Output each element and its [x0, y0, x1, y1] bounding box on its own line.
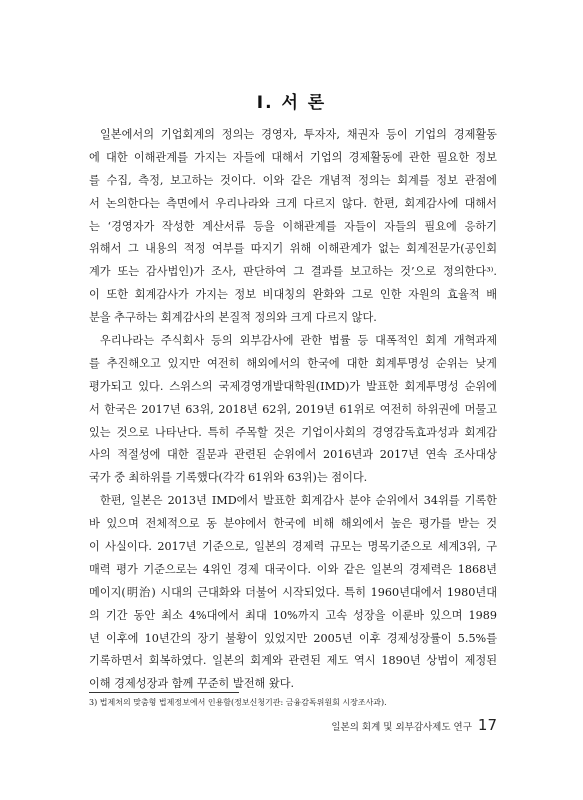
text-line: 있는 것으로 나타난다. 특히 주목할 것은 기업이사회의 경영감독효과성과 회계감: [89, 425, 497, 439]
footnote: 3) 법제처의 맞춤형 법제정보에서 인용함(정보신청기관: 금융감독위원회 시장조사과).: [89, 698, 387, 707]
text-line: 의 기간 동안 최소 4%대에서 최대 10%까지 고속 성장을 이룬바 있으며 1989: [89, 608, 497, 622]
text-line: 를 추진해오고 있지만 여전히 해외에서의 한국에 대한 회계투명성 순위는 낮게: [89, 356, 497, 370]
text-line: 기록하면서 회복하였다. 일본의 회계와 관련된 제도 역시 1890년 상법이 제정된: [89, 654, 497, 668]
footnote-divider: [89, 692, 239, 693]
text-line: 매력 평가 기준으로는 4위인 경제 대국이다. 이와 같은 일본의 경제력은 1868년: [89, 562, 497, 576]
body-text: [89, 124, 497, 696]
text-line: 우리나라는 주식회사 등의 외부감사에 관한 법률 등 대폭적인 회계 개혁과제: [100, 334, 497, 348]
text-line: 이 사실이다. 2017년 기준으로, 일본의 경제력 규모는 명목기준으로 세계3위, 구: [89, 540, 497, 554]
text-line: 를 수집, 측정, 보고하는 것이다. 이와 같은 개념적 정의는 회계를 정보 관점에: [89, 173, 497, 187]
text-line: 는 ‘경영자가 작성한 계산서류 등을 이해관계를 자들이 자들의 필요에 응하기: [89, 219, 497, 233]
paragraph: [89, 330, 497, 490]
text-line: 서 논의한다는 측면에서 우리나라와 크게 다르지 않다. 한편, 회계감사에 대해서: [89, 196, 497, 210]
text-line: 에 대한 이해관계를 가지는 자들에 대해서 기업의 경제활동에 관한 필요한 정보: [89, 150, 497, 164]
text-line: 분을 추구하는 회계감사의 본질적 정의와 크게 다르지 않다.: [89, 311, 377, 325]
text-line: 이 또한 회계감사가 가지는 정보 비대칭의 완화와 그로 인한 자원의 효율적 배: [89, 288, 497, 302]
paragraph: [89, 124, 497, 330]
text-line: 국가 중 최하위를 기록했다(각각 61위와 63위)는 점이다.: [89, 471, 368, 485]
text-line: 메이지(明治) 시대의 근대화와 더불어 시작되었다. 특히 1960년대에서 1980년대: [89, 585, 497, 599]
text-line: 서 한국은 2017년 63위, 2018년 62위, 2019년 61위로 여전히 하위권에 머물고: [89, 402, 497, 416]
paragraph: [89, 490, 497, 696]
page-number: 17: [477, 716, 497, 734]
text-line: 이해 경제성장과 함께 꾸준히 발전해 왔다.: [89, 677, 295, 691]
text-line: 사의 적절성에 대한 질문과 관련된 순위에서 2016년과 2017년 연속 조사대상: [89, 448, 497, 462]
text-line: 계가 또는 감사법인)가 조사, 판단하여 그 결과를 보고하는 것’으로 정의한다³⁾.: [89, 265, 497, 279]
text-line: 년 이후에 10년간의 장기 불황이 있었지만 2005년 이후 경제성장률이 5.5%를: [89, 631, 497, 645]
text-line: 위해서 그 내용의 적정 여부를 따지기 위해 이해관계가 없는 회계전문가(공인회: [89, 242, 497, 256]
text-line: 평가되고 있다. 스위스의 국제경영개발대학원(IMD)가 발표한 회계투명성 순위에: [89, 379, 497, 393]
running-head: [331, 716, 497, 734]
page-title: Ⅰ. 서 론: [256, 93, 327, 113]
text-line: 일본에서의 기업회계의 정의는 경영자, 투자자, 채권자 등이 기업의 경제활동: [100, 128, 497, 141]
running-head-title: 일본의 회계 및 외부감사제도 연구: [331, 722, 472, 733]
text-line: 한편, 일본은 2013년 IMD에서 발표한 회계감사 분야 순위에서 34위를 기록한: [100, 494, 497, 508]
text-line: 바 있으며 전체적으로 동 분야에서 한국에 비해 해외에서 높은 평가를 받는 것: [89, 517, 497, 531]
